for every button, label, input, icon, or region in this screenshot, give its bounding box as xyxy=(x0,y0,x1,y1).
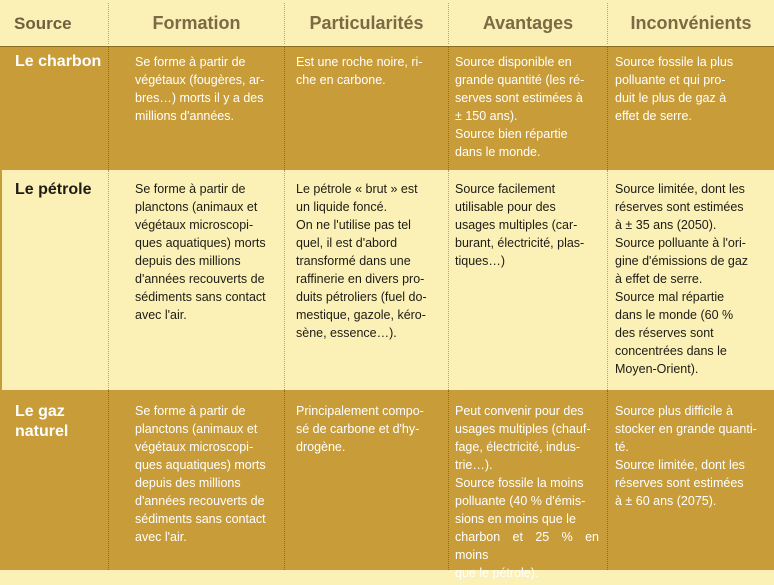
row-formation: Se forme à partir de planctons (animaux et végétaux microscopi- ques aquatiques) morts depuis des millions d'années recouverts de sédiments sans contact avec l'air. xyxy=(135,182,266,322)
header-inconvenients: Inconvénients xyxy=(630,13,752,33)
column-divider xyxy=(607,170,608,390)
row-particularites: Est une roche noire, ri- che en carbone. xyxy=(296,55,423,87)
column-divider xyxy=(108,170,109,390)
column-divider xyxy=(607,47,608,170)
row-edge-bar xyxy=(0,170,2,390)
column-divider xyxy=(607,390,608,570)
row-source: Le pétrole xyxy=(15,181,92,198)
row-formation: Se forme à partir de végétaux (fougères, ar- bres…) morts il y a des millions d'années. xyxy=(135,55,265,123)
column-divider xyxy=(284,47,285,170)
table-header xyxy=(0,0,774,47)
row-inconvenients: Source plus difficile à stocker en grande quanti- té. Source limitée, dont les réserves sont estimées à ± 60 ans (2075). xyxy=(615,404,757,508)
header-particularites: Particularités xyxy=(309,13,424,33)
row-particularites: Le pétrole « brut » est un liquide foncé. On ne l'utilise pas tel quel, il est d'abord transformé dans une raffinerie en divers pro- duits pétroliers (fuel do- mestique, gazole, kéro- sène, essence…). xyxy=(296,182,427,340)
row-source: Le gaz naturel xyxy=(15,403,69,440)
header-avantages: Avantages xyxy=(482,13,574,33)
column-divider xyxy=(448,170,449,390)
row-particularites: Principalement compo- sé de carbone et d'hy- drogène. xyxy=(296,404,424,454)
column-divider xyxy=(108,390,109,570)
row-inconvenients: Source fossile la plus polluante et qui pro- duit le plus de gaz à effet de serre. xyxy=(615,55,734,123)
table-row xyxy=(0,390,774,580)
row-inconvenients: Source limitée, dont les réserves sont estimées à ± 35 ans (2050). Source polluante à l'ori- gine d'émissions de gaz à effet de serre. Source mal répartie dans le monde (60 % des réserves sont concentrées dans le Moyen-Orient). xyxy=(615,182,749,376)
row-avantages: Source disponible en grande quantité (les ré- serves sont estimées à ± 150 ans). Source bien répartie dans le monde. xyxy=(455,55,585,159)
row-formation: Se forme à partir de planctons (animaux et végétaux microscopi- ques aquatiques) morts depuis des millions d'années recouverts de sédiments sans contact avec l'air. xyxy=(135,404,266,544)
column-divider xyxy=(448,47,449,170)
row-avantages: Source facilement utilisable pour des usages multiples (car- burant, électricité, plas- tiques…) xyxy=(455,182,585,268)
table-row xyxy=(0,170,774,390)
header-source: Source xyxy=(14,13,72,33)
row-source: Le charbon xyxy=(15,53,102,70)
header-underline xyxy=(0,46,774,47)
column-divider xyxy=(108,47,109,170)
column-divider xyxy=(448,390,449,570)
header-formation: Formation xyxy=(152,13,241,33)
table-row xyxy=(0,47,774,170)
column-divider xyxy=(284,170,285,390)
row-avantages: Peut convenir pour des usages multiples (chauf- fage, électricité, indus- trie…). Source fossile la moins polluante (40 % d'émis- sions en moins que le charbon et 25 % en moins que le pétrole). xyxy=(455,404,599,580)
column-divider xyxy=(284,390,285,570)
